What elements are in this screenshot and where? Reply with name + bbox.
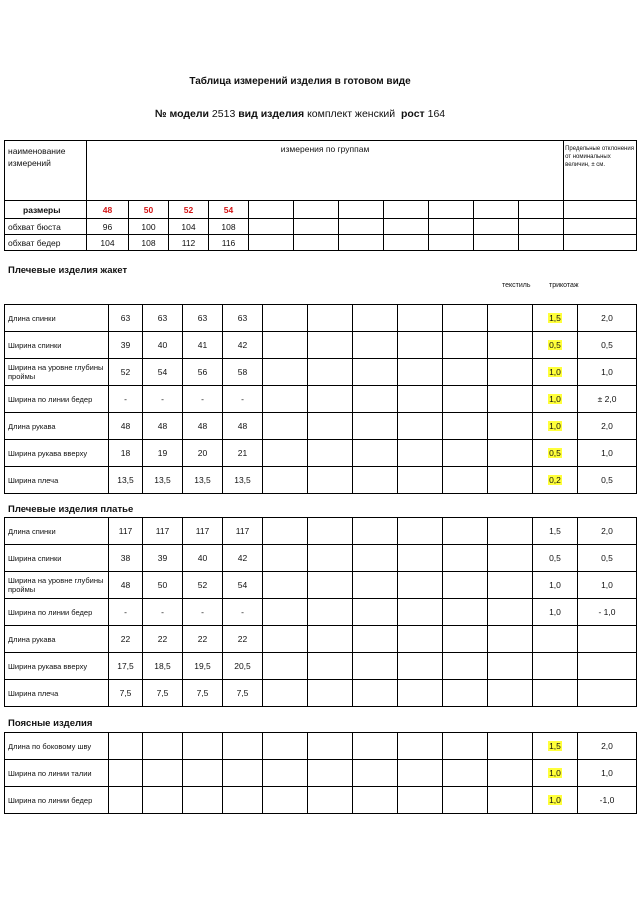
measure-row [5, 545, 637, 572]
measure-value: - [109, 386, 143, 413]
empty-cell [488, 467, 533, 494]
textile-tolerance-cell [533, 572, 578, 599]
empty-cell [443, 386, 488, 413]
empty-cell [353, 680, 398, 707]
measure-label: Ширина по линии бедер [5, 787, 109, 814]
empty-cell [398, 305, 443, 332]
measure-value: 19 [143, 440, 183, 467]
empty-cell [443, 680, 488, 707]
empty-cell [398, 680, 443, 707]
textile-tolerance-cell [533, 599, 578, 626]
textile-tolerance-cell [533, 518, 578, 545]
waist-table [4, 732, 637, 814]
measure-label: Ширина спинки [5, 545, 109, 572]
empty-cell [443, 545, 488, 572]
measure-value: 7,5 [183, 680, 223, 707]
empty-cell [353, 599, 398, 626]
measure-value: 48 [109, 413, 143, 440]
empty-cell [398, 386, 443, 413]
knit-tolerance: 1,0 [578, 572, 637, 599]
empty-cell [488, 332, 533, 359]
bust-cell: 104 [169, 219, 209, 235]
measure-value: 13,5 [143, 467, 183, 494]
measure-value: 7,5 [143, 680, 183, 707]
measure-row [5, 467, 637, 494]
bust-label: обхват бюста [5, 219, 87, 235]
measure-value: 22 [183, 626, 223, 653]
empty-cell [308, 305, 353, 332]
knit-tolerance: - 1,0 [578, 599, 637, 626]
measure-value: 56 [183, 359, 223, 386]
measure-value: 48 [143, 413, 183, 440]
empty-cell [488, 626, 533, 653]
measure-value: 63 [109, 305, 143, 332]
measure-value: 54 [143, 359, 183, 386]
measure-value: 117 [223, 518, 263, 545]
empty-cell [353, 413, 398, 440]
empty-cell [443, 467, 488, 494]
empty-cell [398, 626, 443, 653]
empty-cell [488, 733, 533, 760]
measure-label: Ширина плеча [5, 467, 109, 494]
empty-cell [443, 413, 488, 440]
empty-cell [398, 599, 443, 626]
empty-cell [443, 653, 488, 680]
knit-column-header: трикотаж [549, 282, 579, 289]
bust-cell: 108 [209, 219, 249, 235]
empty-cell [443, 599, 488, 626]
empty-cell [353, 305, 398, 332]
measure-value: 22 [223, 626, 263, 653]
textile-tolerance-cell [533, 680, 578, 707]
measure-label: Ширина рукава вверху [5, 653, 109, 680]
measure-label: Ширина по линии талии [5, 760, 109, 787]
knit-tolerance: 0,5 [578, 332, 637, 359]
textile-tolerance-cell [533, 440, 578, 467]
textile-tolerance-cell [533, 386, 578, 413]
empty-cell [443, 305, 488, 332]
empty-cell [263, 545, 308, 572]
knit-tolerance: 0,5 [578, 467, 637, 494]
measure-value: 41 [183, 332, 223, 359]
textile-tolerance-cell [533, 332, 578, 359]
textile-tolerance-cell [533, 653, 578, 680]
hips-cell: 108 [129, 235, 169, 251]
empty-cell [443, 359, 488, 386]
empty-cell [263, 599, 308, 626]
empty-cell [488, 440, 533, 467]
measure-value: - [109, 599, 143, 626]
measure-value [143, 787, 183, 814]
knit-tolerance [578, 680, 637, 707]
textile-tolerance: 0,5 [549, 340, 561, 350]
hips-cell: 116 [209, 235, 249, 251]
textile-tolerance-cell [533, 545, 578, 572]
type-value: комплект женский [307, 108, 396, 120]
groups-header: измерения по группам [87, 141, 564, 201]
textile-tolerance: 1,0 [549, 795, 561, 805]
measure-row [5, 572, 637, 599]
textile-tolerance-cell [533, 626, 578, 653]
empty-cell [308, 518, 353, 545]
measure-value: 42 [223, 332, 263, 359]
document-subtitle [0, 108, 600, 120]
measure-value: 63 [183, 305, 223, 332]
knit-tolerance: ± 2,0 [578, 386, 637, 413]
size-cell: 54 [209, 201, 249, 219]
measure-value: 13,5 [183, 467, 223, 494]
measure-value: 54 [223, 572, 263, 599]
empty-cell [308, 386, 353, 413]
size-cell: 48 [87, 201, 129, 219]
measure-row [5, 680, 637, 707]
measure-value: 18,5 [143, 653, 183, 680]
empty-cell [308, 332, 353, 359]
measure-value: 21 [223, 440, 263, 467]
empty-cell [488, 680, 533, 707]
tolerance-header: Предельные отклонения от номинальных величин, ± см. [564, 141, 637, 201]
size-cell: 50 [129, 201, 169, 219]
name-header: наименование измерений [5, 141, 87, 201]
textile-tolerance-cell [533, 359, 578, 386]
hips-label: обхват бедер [5, 235, 87, 251]
empty-cell [443, 518, 488, 545]
hips-row [5, 235, 637, 251]
measure-value: 117 [183, 518, 223, 545]
measure-value [183, 787, 223, 814]
measure-value [143, 760, 183, 787]
measure-value: - [143, 386, 183, 413]
empty-cell [308, 760, 353, 787]
measure-label: Длина по боковому шву [5, 733, 109, 760]
empty-cell [353, 653, 398, 680]
empty-cell [488, 572, 533, 599]
textile-tolerance: 1,0 [549, 580, 561, 590]
textile-tolerance: 0,2 [549, 475, 561, 485]
textile-tolerance: 1,5 [549, 313, 561, 323]
textile-tolerance: 1,0 [549, 607, 561, 617]
empty-cell [488, 413, 533, 440]
empty-cell [398, 413, 443, 440]
measure-value [143, 733, 183, 760]
measure-row [5, 386, 637, 413]
measure-label: Ширина по линии бедер [5, 386, 109, 413]
measure-value: 40 [143, 332, 183, 359]
textile-column-header: текстиль [502, 282, 531, 289]
measure-value: 22 [109, 626, 143, 653]
empty-cell [353, 440, 398, 467]
measure-value: 48 [183, 413, 223, 440]
model-number: 2513 [211, 108, 236, 120]
measure-value: 52 [183, 572, 223, 599]
empty-cell [263, 467, 308, 494]
empty-cell [308, 413, 353, 440]
empty-cell [398, 332, 443, 359]
empty-cell [353, 467, 398, 494]
empty-cell [263, 760, 308, 787]
measure-value: 52 [109, 359, 143, 386]
empty-cell [488, 760, 533, 787]
height-value: 164 [427, 108, 446, 120]
measure-value: 13,5 [109, 467, 143, 494]
dress-table [4, 517, 637, 707]
measure-value [183, 760, 223, 787]
measure-value [223, 760, 263, 787]
empty-cell [443, 626, 488, 653]
textile-tolerance: 1,5 [549, 526, 561, 536]
jacket-table [4, 304, 637, 494]
sizes-label: размеры [5, 201, 87, 219]
sizes-row [5, 201, 637, 219]
measure-value: 19,5 [183, 653, 223, 680]
section-title-waist: Поясные изделия [8, 718, 93, 729]
empty-cell [398, 733, 443, 760]
empty-cell [398, 572, 443, 599]
knit-tolerance [578, 626, 637, 653]
empty-cell [398, 787, 443, 814]
empty-cell [308, 599, 353, 626]
measure-label: Длина спинки [5, 305, 109, 332]
empty-cell [443, 733, 488, 760]
empty-cell [308, 440, 353, 467]
empty-cell [308, 359, 353, 386]
measure-value: 38 [109, 545, 143, 572]
measure-value [223, 787, 263, 814]
measure-row [5, 653, 637, 680]
empty-cell [353, 332, 398, 359]
empty-cell [398, 518, 443, 545]
knit-tolerance: 2,0 [578, 518, 637, 545]
measure-row [5, 440, 637, 467]
empty-cell [443, 332, 488, 359]
model-label: № модели [154, 108, 209, 120]
textile-tolerance: 0,5 [549, 553, 561, 563]
empty-cell [443, 787, 488, 814]
measure-row [5, 518, 637, 545]
textile-tolerance-cell [533, 413, 578, 440]
knit-tolerance: 2,0 [578, 413, 637, 440]
empty-cell [398, 653, 443, 680]
measure-value: 39 [143, 545, 183, 572]
empty-cell [488, 787, 533, 814]
measure-value: 20,5 [223, 653, 263, 680]
empty-cell [398, 545, 443, 572]
textile-tolerance: 1,0 [549, 768, 561, 778]
measure-label: Ширина на уровне глубины проймы [5, 359, 109, 386]
empty-cell [443, 572, 488, 599]
measure-value: 18 [109, 440, 143, 467]
measure-value: 48 [109, 572, 143, 599]
empty-cell [308, 680, 353, 707]
measure-value: 20 [183, 440, 223, 467]
measure-value: 50 [143, 572, 183, 599]
measure-row [5, 599, 637, 626]
size-cell: 52 [169, 201, 209, 219]
measure-label: Длина спинки [5, 518, 109, 545]
empty-cell [398, 760, 443, 787]
measure-value: 42 [223, 545, 263, 572]
measure-value: 7,5 [223, 680, 263, 707]
measure-value [109, 760, 143, 787]
measure-value: 63 [223, 305, 263, 332]
empty-cell [263, 359, 308, 386]
measure-value: 117 [109, 518, 143, 545]
measure-value [223, 733, 263, 760]
hips-cell: 112 [169, 235, 209, 251]
empty-cell [353, 626, 398, 653]
measure-label: Длина рукава [5, 626, 109, 653]
measure-value: - [183, 386, 223, 413]
bust-cell: 96 [87, 219, 129, 235]
empty-cell [263, 572, 308, 599]
empty-cell [353, 572, 398, 599]
measure-row [5, 760, 637, 787]
empty-cell [263, 626, 308, 653]
empty-cell [488, 599, 533, 626]
measure-label: Ширина рукава вверху [5, 440, 109, 467]
empty-cell [263, 518, 308, 545]
empty-cell [308, 572, 353, 599]
empty-cell [488, 518, 533, 545]
measure-row [5, 332, 637, 359]
empty-cell [263, 787, 308, 814]
empty-cell [443, 760, 488, 787]
measure-value [183, 733, 223, 760]
knit-tolerance: 1,0 [578, 760, 637, 787]
measure-value: 7,5 [109, 680, 143, 707]
measure-value: 117 [143, 518, 183, 545]
empty-cell [263, 733, 308, 760]
textile-tolerance: 1,5 [549, 741, 561, 751]
empty-cell [263, 413, 308, 440]
textile-tolerance: 1,0 [549, 367, 561, 377]
measure-value: 40 [183, 545, 223, 572]
empty-cell [398, 440, 443, 467]
section-title-dress: Плечевые изделия платье [8, 504, 134, 515]
empty-cell [488, 653, 533, 680]
measure-value: 63 [143, 305, 183, 332]
empty-cell [353, 545, 398, 572]
measure-row [5, 359, 637, 386]
empty-cell [263, 680, 308, 707]
bust-row [5, 219, 637, 235]
measure-row [5, 413, 637, 440]
measure-label: Ширина плеча [5, 680, 109, 707]
measure-value: 48 [223, 413, 263, 440]
empty-cell [308, 467, 353, 494]
section-title-jacket: Плечевые изделия жакет [8, 265, 128, 276]
textile-tolerance-cell [533, 760, 578, 787]
empty-cell [308, 626, 353, 653]
document-title: Таблица измерений изделия в готовом виде [189, 76, 411, 87]
measure-value: 13,5 [223, 467, 263, 494]
measure-label: Ширина на уровне глубины проймы [5, 572, 109, 599]
empty-cell [263, 305, 308, 332]
measure-value [109, 733, 143, 760]
empty-cell [353, 787, 398, 814]
measure-row [5, 733, 637, 760]
measure-row [5, 626, 637, 653]
hips-cell: 104 [87, 235, 129, 251]
textile-tolerance-cell [533, 733, 578, 760]
empty-cell [308, 733, 353, 760]
measure-value: - [223, 386, 263, 413]
empty-cell [443, 440, 488, 467]
empty-cell [488, 386, 533, 413]
textile-tolerance: 0,5 [549, 448, 561, 458]
empty-cell [488, 305, 533, 332]
measure-label: Длина рукава [5, 413, 109, 440]
empty-cell [263, 332, 308, 359]
measure-value: 39 [109, 332, 143, 359]
empty-cell [398, 467, 443, 494]
measure-value: - [223, 599, 263, 626]
measure-value: 58 [223, 359, 263, 386]
measure-value: 17,5 [109, 653, 143, 680]
measure-row [5, 305, 637, 332]
empty-cell [353, 359, 398, 386]
measure-label: Ширина спинки [5, 332, 109, 359]
empty-cell [308, 545, 353, 572]
knit-tolerance: 2,0 [578, 305, 637, 332]
textile-tolerance-cell [533, 467, 578, 494]
bust-cell: 100 [129, 219, 169, 235]
knit-tolerance: 2,0 [578, 733, 637, 760]
empty-cell [263, 653, 308, 680]
empty-cell [353, 760, 398, 787]
empty-cell [263, 440, 308, 467]
knit-tolerance: 0,5 [578, 545, 637, 572]
knit-tolerance [578, 653, 637, 680]
empty-cell [353, 733, 398, 760]
height-label: рост [401, 108, 425, 120]
empty-cell [308, 787, 353, 814]
empty-cell [263, 386, 308, 413]
measure-row [5, 787, 637, 814]
measure-value [109, 787, 143, 814]
empty-cell [353, 518, 398, 545]
textile-tolerance-cell [533, 787, 578, 814]
header-table [4, 140, 637, 251]
empty-cell [398, 359, 443, 386]
knit-tolerance: 1,0 [578, 359, 637, 386]
textile-tolerance: 1,0 [549, 421, 561, 431]
knit-tolerance: -1,0 [578, 787, 637, 814]
empty-cell [488, 359, 533, 386]
knit-tolerance: 1,0 [578, 440, 637, 467]
type-label: вид изделия [238, 108, 305, 120]
textile-tolerance: 1,0 [549, 394, 561, 404]
measure-label: Ширина по линии бедер [5, 599, 109, 626]
empty-cell [488, 545, 533, 572]
empty-cell [308, 653, 353, 680]
measure-value: - [143, 599, 183, 626]
measure-value: 22 [143, 626, 183, 653]
textile-tolerance-cell [533, 305, 578, 332]
empty-cell [353, 386, 398, 413]
measure-value: - [183, 599, 223, 626]
